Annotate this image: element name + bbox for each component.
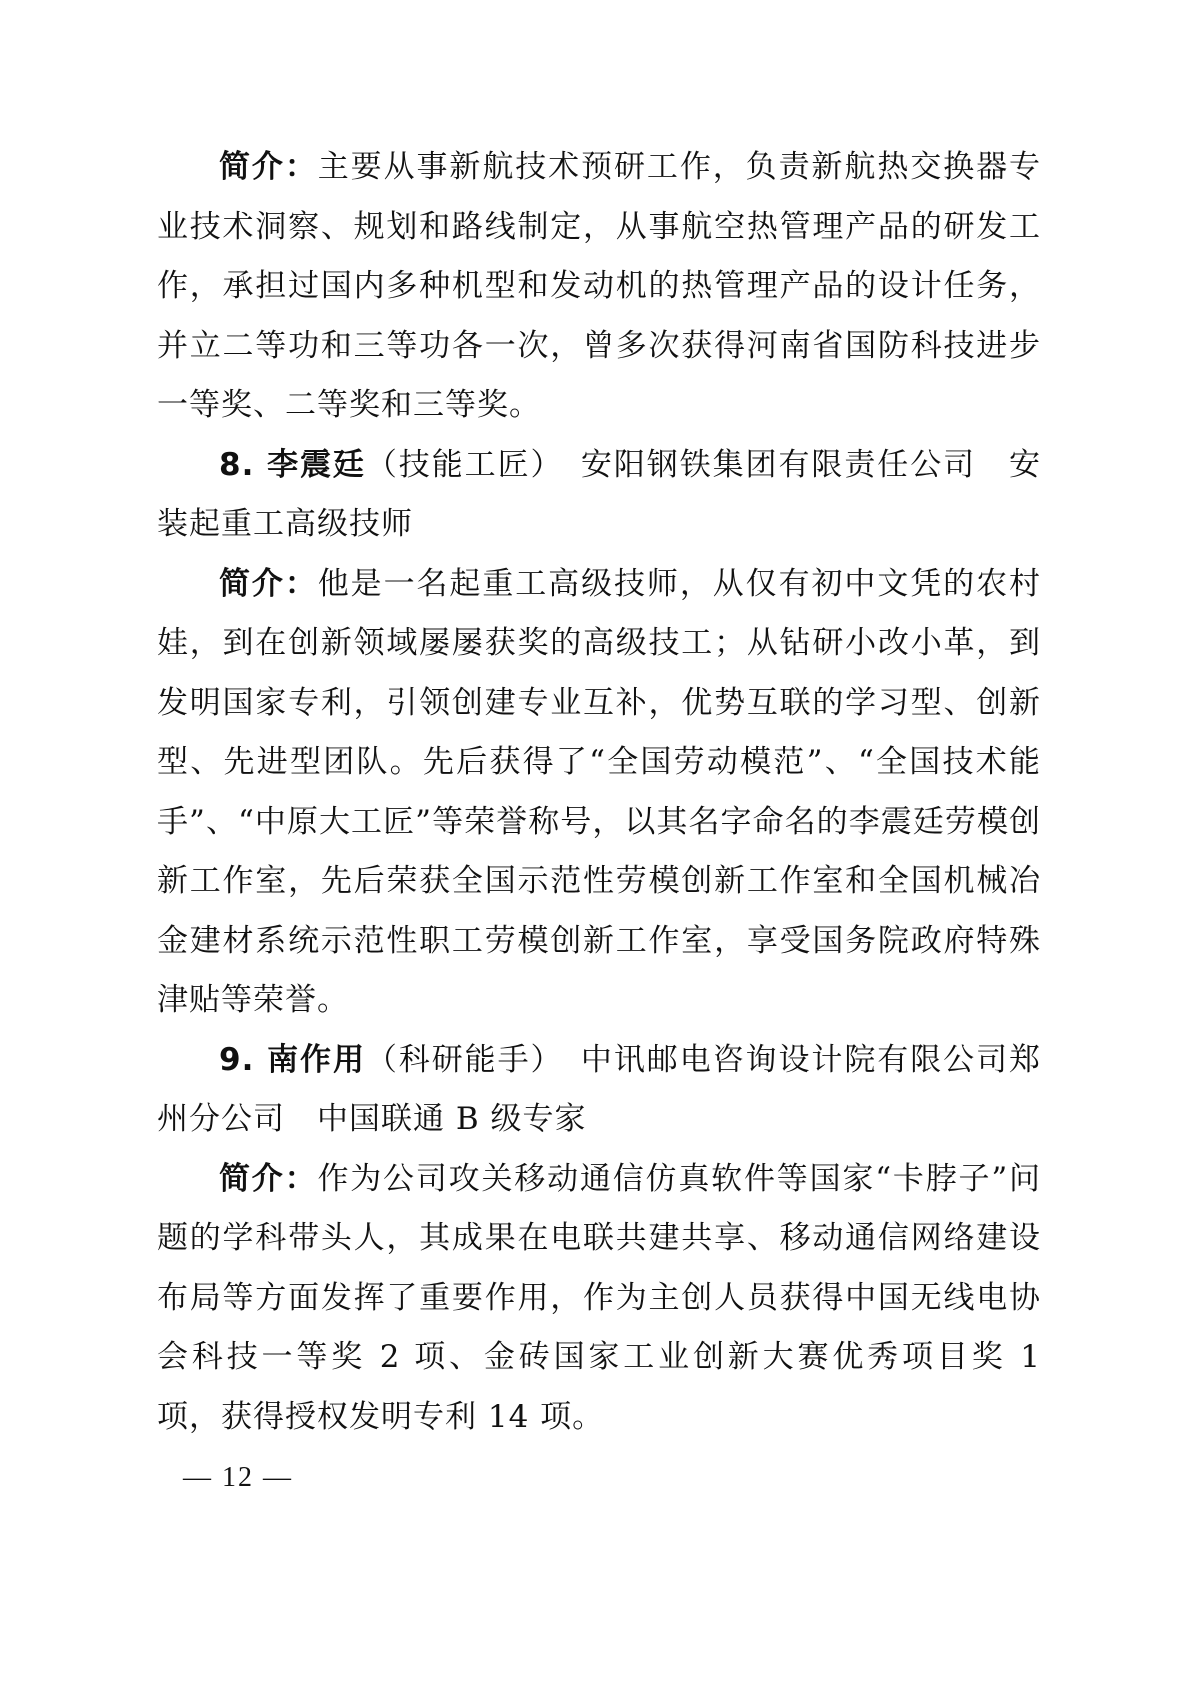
intro-paragraph-7 xyxy=(157,138,1041,436)
entry-number: 9. xyxy=(219,1041,268,1078)
intro-label: 简介： xyxy=(219,565,318,602)
intro-text: 他是一名起重工高级技师，从仅有初中文凭的农村娃，到在创新领域屡屡获奖的高级技工；从钻研小改小革，到发明国家专利，引领创建专业互补，优势互联的学习型、创新型、先进型团队。先后获得了“全国劳动模范”、“全国技术能手”、“中原大工匠”等荣誉称号，以其名字命名的李震廷劳模创新工作室，先后荣获全国示范性劳模创新工作室和全国机械冶金建材系统示范性职工劳模创新工作室，享受国务院政府特殊津贴等荣誉。 xyxy=(157,565,1041,1018)
entry-heading-9 xyxy=(157,1031,1041,1150)
document-body xyxy=(157,138,1041,1447)
intro-paragraph-8 xyxy=(157,555,1041,1031)
intro-paragraph-9 xyxy=(157,1150,1041,1448)
intro-label: 简介： xyxy=(219,149,318,185)
entry-number: 8. xyxy=(219,446,268,483)
entry-name: 李震廷 xyxy=(267,446,366,483)
entry-details: （技能工匠） 安阳钢铁集团有限责任公司 安装起重工高级技师 xyxy=(157,446,1042,542)
entry-details: （科研能手） 中讯邮电咨询设计院有限公司郑州分公司 中国联通 B 级专家 xyxy=(157,1041,1042,1137)
intro-text: 作为公司攻关移动通信仿真软件等国家“卡脖子”问题的学科带头人，其成果在电联共建共享、移动通信网络建设布局等方面发挥了重要作用，作为主创人员获得中国无线电协会科技一等奖 2 项、金砖国家工业创新大赛优秀项目奖 1 项，获得授权发明专利 14 项。 xyxy=(157,1160,1041,1435)
entry-heading-8 xyxy=(157,436,1041,555)
intro-text: 主要从事新航技术预研工作，负责新航热交换器专业技术洞察、规划和路线制定，从事航空热管理产品的研发工作，承担过国内多种机型和发动机的热管理产品的设计任务，并立二等功和三等功各一次，曾多次获得河南省国防科技进步一等奖、二等奖和三等奖。 xyxy=(157,149,1041,423)
entry-name: 南作用 xyxy=(267,1041,366,1078)
intro-label: 简介： xyxy=(219,1160,318,1197)
page-number: — 12 — xyxy=(183,1462,293,1493)
